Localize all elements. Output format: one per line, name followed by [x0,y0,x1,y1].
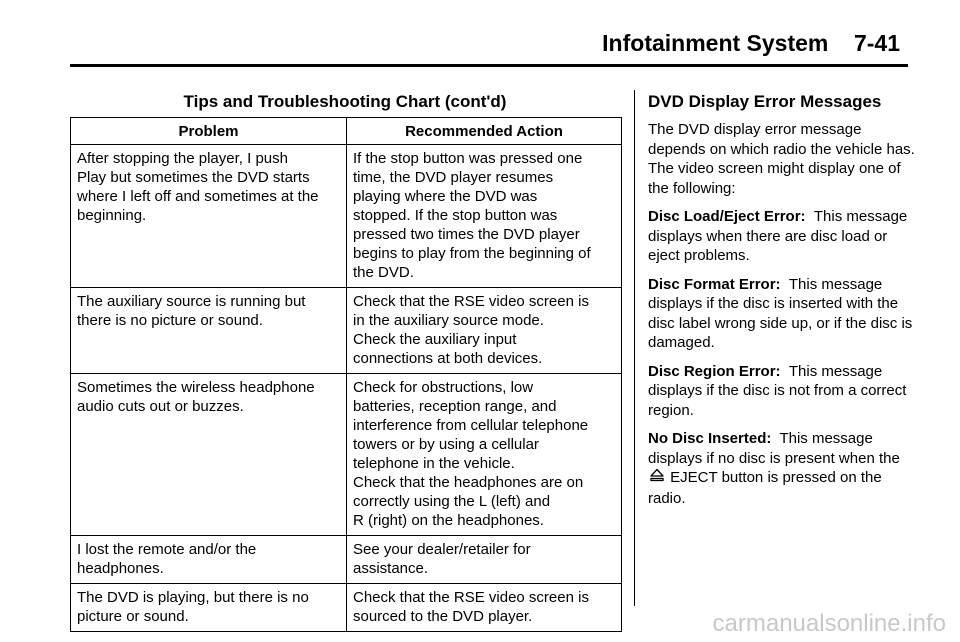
error-text: This message displays if the disc is inserted with the disc label wrong side up, or if the disc is damaged. [648,275,913,351]
problem-cell [71,288,347,374]
cell-line: The auxiliary source is running but [77,293,306,310]
error-text-after: EJECT button is pressed on the radio. [648,469,882,507]
error-item [648,207,918,266]
action-cell [347,374,622,536]
table-row [71,288,622,374]
cell-line: sourced to the DVD player. [353,608,533,625]
cell-line: the DVD. [353,264,414,281]
table-row [71,536,622,584]
problem-cell [71,145,347,288]
cell-line: connections at both devices. [353,350,543,367]
column-divider [634,90,635,606]
cell-line: After stopping the player, I push [77,150,288,167]
column-header-problem: Problem [71,118,347,145]
cell-line: See your dealer/retailer for [353,541,531,558]
error-item [648,362,918,421]
cell-line: The DVD is playing, but there is no [77,589,309,606]
error-items [648,207,918,420]
page-number: 7-41 [853,30,900,56]
cell-line: playing where the DVD was [353,188,538,205]
table-header-row [71,118,622,145]
cell-line: Sometimes the wireless headphone [77,379,315,396]
cell-line: beginning. [77,207,147,224]
cell-line: where I left off and sometimes at the [77,188,319,205]
cell-line: correctly using the L (left) and [353,493,551,510]
action-cell [347,536,622,584]
error-label: Disc Load/Eject Error: [648,208,806,225]
cell-line: If the stop button was pressed one [353,150,583,167]
cell-line: interference from cellular telephone [353,417,589,434]
cell-line: assistance. [353,560,429,577]
section-heading: DVD Display Error Messages [648,92,882,111]
header-rule [70,64,908,67]
cell-line: headphones. [77,560,164,577]
cell-line: telephone in the vehicle. [353,455,515,472]
cell-line: pressed two times the DVD player [353,226,580,243]
table-row [71,584,622,632]
cell-line: Check that the headphones are on [353,474,584,491]
table-row [71,374,622,536]
problem-cell [71,584,347,632]
error-item [648,275,918,353]
problem-cell [71,536,347,584]
cell-line: in the auxiliary source mode. [353,312,544,329]
problem-cell [71,374,347,536]
cell-line: I lost the remote and/or the [77,541,257,558]
error-label: Disc Region Error: [648,362,781,380]
table-row [71,145,622,288]
intro-paragraph: The DVD display error message depends on which radio the vehicle has. The video screen might display one of the following: [648,121,915,197]
cell-line: Check for obstructions, low [353,379,534,396]
section-title: Infotainment System [602,30,829,56]
action-cell [347,145,622,288]
error-item-no-disc [648,429,918,508]
cell-line: R (right) on the headphones. [353,512,544,529]
error-text-before: This message displays if no disc is present when the [648,430,900,467]
cell-line: Check the auxiliary input [353,331,517,348]
cell-line: there is no picture or sound. [77,312,263,329]
watermark: carmanualsonline.info [712,610,946,637]
cell-line: Check that the RSE video screen is [353,293,589,310]
error-label: No Disc Inserted: [648,430,772,447]
cell-line: Play but sometimes the DVD starts [77,169,310,186]
cell-line: begins to play from the beginning of [353,245,591,262]
error-label: Disc Format Error: [648,275,781,293]
page-header [0,0,960,70]
cell-line: stopped. If the stop button was [353,207,558,224]
cell-line: time, the DVD player resumes [353,169,554,186]
cell-line: audio cuts out or buzzes. [77,398,244,415]
action-cell [347,584,622,632]
cell-line: batteries, reception range, and [353,398,557,415]
action-cell [347,288,622,374]
table-title: Tips and Troubleshooting Chart (cont'd) [183,92,507,111]
troubleshooting-table [70,117,622,632]
error-text: This message displays if the disc is not from a correct region. [648,362,907,419]
cell-line: Check that the RSE video screen is [353,589,589,606]
cell-line: towers or by using a cellular [353,436,539,453]
header-title [602,30,900,57]
cell-line: picture or sound. [77,608,189,625]
error-text: This message displays when there are disc load or eject problems. [648,208,908,264]
eject-icon [650,468,664,489]
column-header-action: Recommended Action [347,118,622,145]
dvd-errors-section [648,92,918,517]
